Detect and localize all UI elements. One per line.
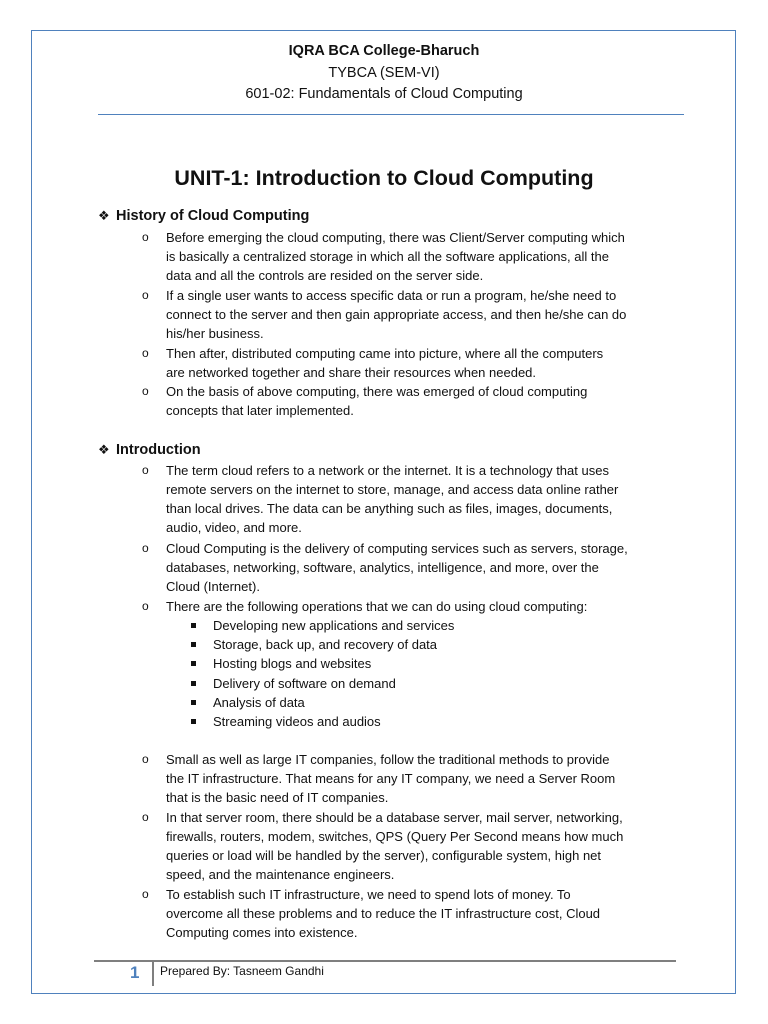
square-bullet-icon bbox=[191, 681, 196, 686]
text-line: There are the following operations that we can do using cloud computing: bbox=[166, 599, 588, 614]
circle-bullet-icon: o bbox=[142, 752, 149, 766]
circle-bullet-icon: o bbox=[142, 346, 149, 360]
text-line: speed, and the maintenance engineers. bbox=[166, 867, 395, 882]
text-line: On the basis of above computing, there was emerged of cloud computing bbox=[166, 384, 588, 399]
class-name: TYBCA (SEM-VI) bbox=[328, 65, 440, 81]
circle-bullet-icon: o bbox=[142, 384, 149, 398]
text-line: the IT infrastructure. That means for any IT company, we need a Server Room bbox=[166, 771, 616, 786]
paragraph bbox=[166, 344, 686, 382]
text-line: concepts that later implemented. bbox=[166, 403, 354, 418]
text-line: If a single user wants to access specific data or run a program, he/she need to bbox=[166, 288, 617, 303]
text-line: overcome all these problems and to reduce the IT infrastructure cost, Cloud bbox=[166, 906, 601, 921]
circle-bullet-icon: o bbox=[142, 230, 149, 244]
square-bullet-icon bbox=[191, 642, 196, 647]
circle-bullet-icon: o bbox=[142, 541, 149, 555]
square-bullet-icon bbox=[191, 700, 196, 705]
paragraph bbox=[166, 597, 686, 616]
text-line: are networked together and share their resources when needed. bbox=[166, 365, 537, 380]
diamond-bullet-icon: ❖ bbox=[98, 208, 110, 223]
operation-item: Hosting blogs and websites bbox=[213, 656, 372, 671]
operation-item: Developing new applications and services bbox=[213, 618, 455, 633]
text-line: remote servers on the internet to store, manage, and access data online rather bbox=[166, 482, 619, 497]
circle-bullet-icon: o bbox=[142, 810, 149, 824]
text-line: Before emerging the cloud computing, there was Client/Server computing which bbox=[166, 230, 625, 245]
section-title: Introduction bbox=[116, 442, 201, 458]
square-bullet-icon bbox=[191, 719, 196, 724]
section-heading-introduction bbox=[98, 442, 201, 458]
operation-item: Analysis of data bbox=[213, 695, 305, 710]
paragraph bbox=[166, 808, 686, 884]
paragraph bbox=[166, 286, 686, 343]
header-divider bbox=[98, 114, 684, 115]
text-line: To establish such IT infrastructure, we need to spend lots of money. To bbox=[166, 887, 571, 902]
footer-separator bbox=[152, 962, 154, 986]
circle-bullet-icon: o bbox=[142, 887, 149, 901]
text-line: Small as well as large IT companies, follow the traditional methods to provide bbox=[166, 752, 610, 767]
paragraph bbox=[166, 885, 686, 942]
paragraph bbox=[166, 461, 686, 537]
text-line: is basically a centralized storage in which all the software applications, all the bbox=[166, 249, 609, 264]
text-line: In that server room, there should be a database server, mail server, networking, bbox=[166, 810, 623, 825]
page-number: 1 bbox=[130, 963, 140, 982]
operation-item: Storage, back up, and recovery of data bbox=[213, 637, 438, 652]
prepared-by: Prepared By: Tasneem Gandhi bbox=[160, 964, 324, 978]
text-line: Cloud (Internet). bbox=[166, 579, 260, 594]
text-line: firewalls, routers, modem, switches, QPS (Query Per Second means how much bbox=[166, 829, 624, 844]
text-line: queries or load will be handled by the server), configurable system, high net bbox=[166, 848, 602, 863]
paragraph bbox=[166, 228, 686, 285]
section-heading-history bbox=[98, 208, 309, 224]
text-line: audio, video, and more. bbox=[166, 520, 302, 535]
operation-item: Streaming videos and audios bbox=[213, 714, 381, 729]
unit-title: UNIT-1: Introduction to Cloud Computing bbox=[174, 166, 594, 190]
text-line: that is the basic need of IT companies. bbox=[166, 790, 389, 805]
footer-divider bbox=[94, 960, 676, 962]
square-bullet-icon bbox=[191, 623, 196, 628]
text-line: his/her business. bbox=[166, 326, 264, 341]
college-name: IQRA BCA College-Bharuch bbox=[288, 43, 480, 59]
circle-bullet-icon: o bbox=[142, 288, 149, 302]
circle-bullet-icon: o bbox=[142, 463, 149, 477]
subject-name: 601-02: Fundamentals of Cloud Computing bbox=[245, 86, 523, 102]
paragraph bbox=[166, 382, 686, 420]
text-line: connect to the server and then gain appropriate access, and then he/she can do bbox=[166, 307, 627, 322]
square-bullet-icon bbox=[191, 661, 196, 666]
paragraph bbox=[166, 539, 686, 596]
paragraph bbox=[166, 750, 686, 807]
text-line: than local drives. The data can be anything such as files, images, documents, bbox=[166, 501, 613, 516]
circle-bullet-icon: o bbox=[142, 599, 149, 613]
diamond-bullet-icon: ❖ bbox=[98, 442, 110, 457]
text-line: Then after, distributed computing came into picture, where all the computers bbox=[166, 346, 604, 361]
operation-item: Delivery of software on demand bbox=[213, 676, 396, 691]
text-line: Computing comes into existence. bbox=[166, 925, 358, 940]
text-line: databases, networking, software, analytics, intelligence, and more, over the bbox=[166, 560, 599, 575]
text-line: data and all the controls are resided on the server side. bbox=[166, 268, 484, 283]
text-line: Cloud Computing is the delivery of computing services such as servers, storage, bbox=[166, 541, 628, 556]
text-line: The term cloud refers to a network or the internet. It is a technology that uses bbox=[166, 463, 609, 478]
section-title: History of Cloud Computing bbox=[116, 208, 310, 224]
